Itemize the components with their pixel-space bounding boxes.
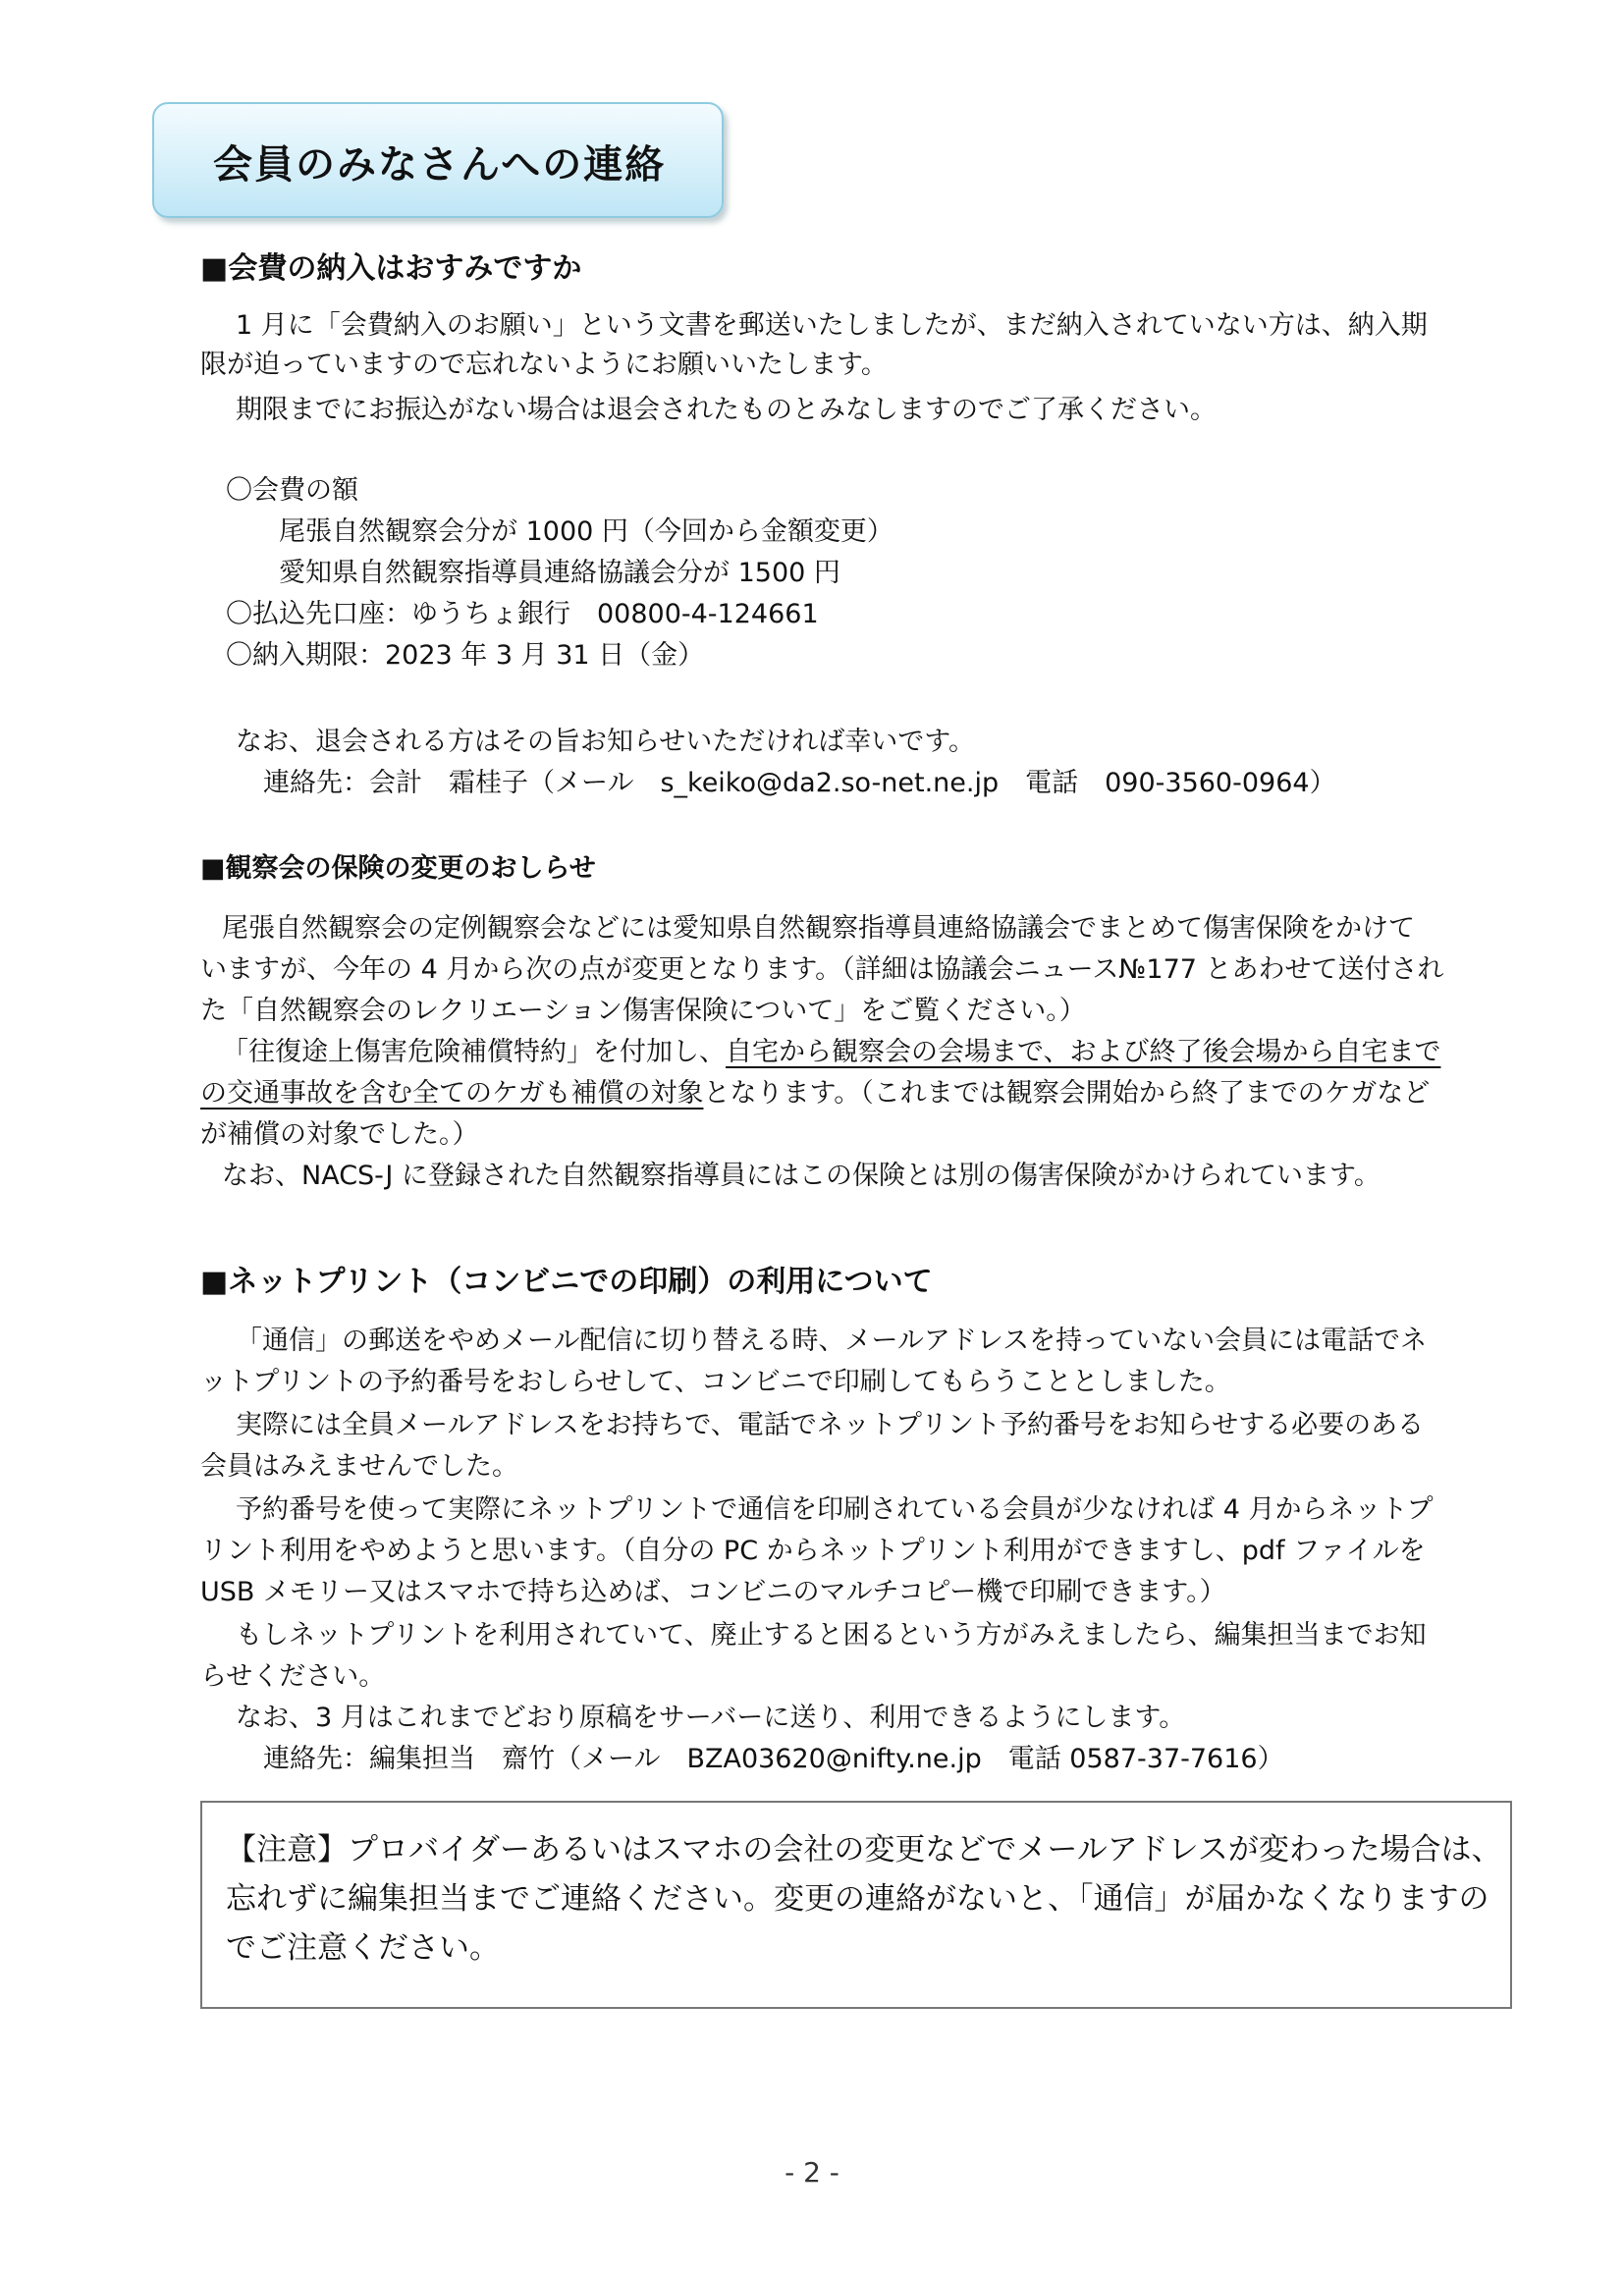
notice-box [200,1801,1512,2009]
payment-deadline: 〇納入期限：2023 年 3 月 31 日（金） [226,640,705,671]
paragraph-line: た「自然観察会のレクリエーション傷害保険について」をご覧ください。） [200,996,1086,1026]
withdrawal-note: なお、退会される方はその旨お知らせいただければ幸いです。 [236,727,976,757]
paragraph-line: リント利用をやめようと思います。（自分の PC からネットプリント利用ができますし、pdf ファイルを [200,1536,1426,1566]
text-span: となります。（これまでは観察会開始から終了までのケガなど [703,1078,1431,1109]
paragraph-line: 尾張自然観察会の定例観察会などには愛知県自然観察指導員連絡協議会でまとめて傷害保険をかけて [222,913,1415,944]
fee-item: 愛知県自然観察指導員連絡協議会分が 1500 円 [279,558,840,588]
section-heading-membership-fee: ■会費の納入はおすみですか [200,251,582,286]
paragraph-line: USB メモリー又はスマホで持ち込めば、コンビニのマルチコピー機で印刷できます。） [200,1577,1226,1607]
notice-line: 【注意】プロバイダーあるいはスマホの会社の変更などでメールアドレスが変わった場合は、 [226,1832,1502,1868]
paragraph-line: ットプリントの予約番号をおしらせして、コンビニで印刷してもらうこととしました。 [200,1367,1231,1397]
underlined-text: 自宅から観察会の会場まで、および終了後会場から自宅まで [726,1037,1441,1067]
paragraph-line: もしネットプリントを利用されていて、廃止すると困るという方がみえましたら、編集担当までお知 [236,1620,1427,1651]
fee-item: 尾張自然観察会分が 1000 円（今回から金額変更） [279,516,893,547]
page-title: 会員のみなさんへの連絡 [213,142,667,188]
page-number: - 2 - [785,2156,839,2189]
notice-line: 忘れずに編集担当までご連絡ください。変更の連絡がないと、「通信」が届かなくなりますの [226,1881,1489,1917]
paragraph-line: 予約番号を使って実際にネットプリントで通信を印刷されている会員が少なければ 4 月からネットプ [236,1494,1434,1525]
bank-account: 〇払込先口座：ゆうちょ銀行 00800-4-124661 [226,599,819,629]
fee-label: 〇会費の額 [226,475,358,506]
section-heading-insurance: ■観察会の保険の変更のおしらせ [200,853,596,884]
paragraph-line: 会員はみえませんでした。 [200,1451,518,1482]
paragraph-line: が補償の対象でした。） [200,1119,479,1150]
paragraph-line: 限が迫っていますので忘れないようにお願いいたします。 [200,350,888,380]
paragraph-line: 期限までにお振込がない場合は退会されたものとみなしますのでご了承ください。 [236,395,1217,425]
paragraph-line: らせください。 [200,1661,386,1692]
paragraph-line: 1 月に「会費納入のお願い」という文書を郵送いたしましたが、まだ納入されていない方は、納入期 [236,310,1428,341]
paragraph-line: 「通信」の郵送をやめメール配信に切り替える時、メールアドレスを持っていない会員には電話でネ [236,1326,1428,1356]
underlined-text: の交通事故を含む全てのケガも補償の対象 [200,1078,704,1109]
paragraph-line: なお、NACS-J に登録された自然観察指導員にはこの保険とは別の傷害保険がかけられています。 [222,1161,1380,1191]
title-banner [152,102,724,218]
notice-line: でご注意ください。 [226,1930,500,1966]
paragraph-line: なお、3 月はこれまでどおり原稿をサーバーに送り、利用できるようにします。 [236,1703,1186,1733]
paragraph-line [222,1033,1440,1072]
editor-contact: 連絡先：編集担当 齋竹（メール BZA03620@nifty.ne.jp 電話 0587-37-7616） [263,1744,1284,1774]
text-span: 「往復途上傷害危険補償特約」を付加し、 [222,1037,726,1067]
paragraph-line: 実際には全員メールアドレスをお持ちで、電話でネットプリント予約番号をお知らせする必要のある [236,1410,1425,1440]
section-heading-netprint: ■ネットプリント（コンビニでの印刷）の利用について [200,1265,933,1299]
paragraph-line [200,1074,1430,1113]
treasurer-contact: 連絡先：会計 霜桂子（メール s_keiko@da2.so-net.ne.jp 電話 090-3560-0964） [263,768,1336,798]
paragraph-line: いますが、今年の 4 月から次の点が変更となります。（詳細は協議会ニュース№177 とあわせて送付され [200,954,1444,985]
